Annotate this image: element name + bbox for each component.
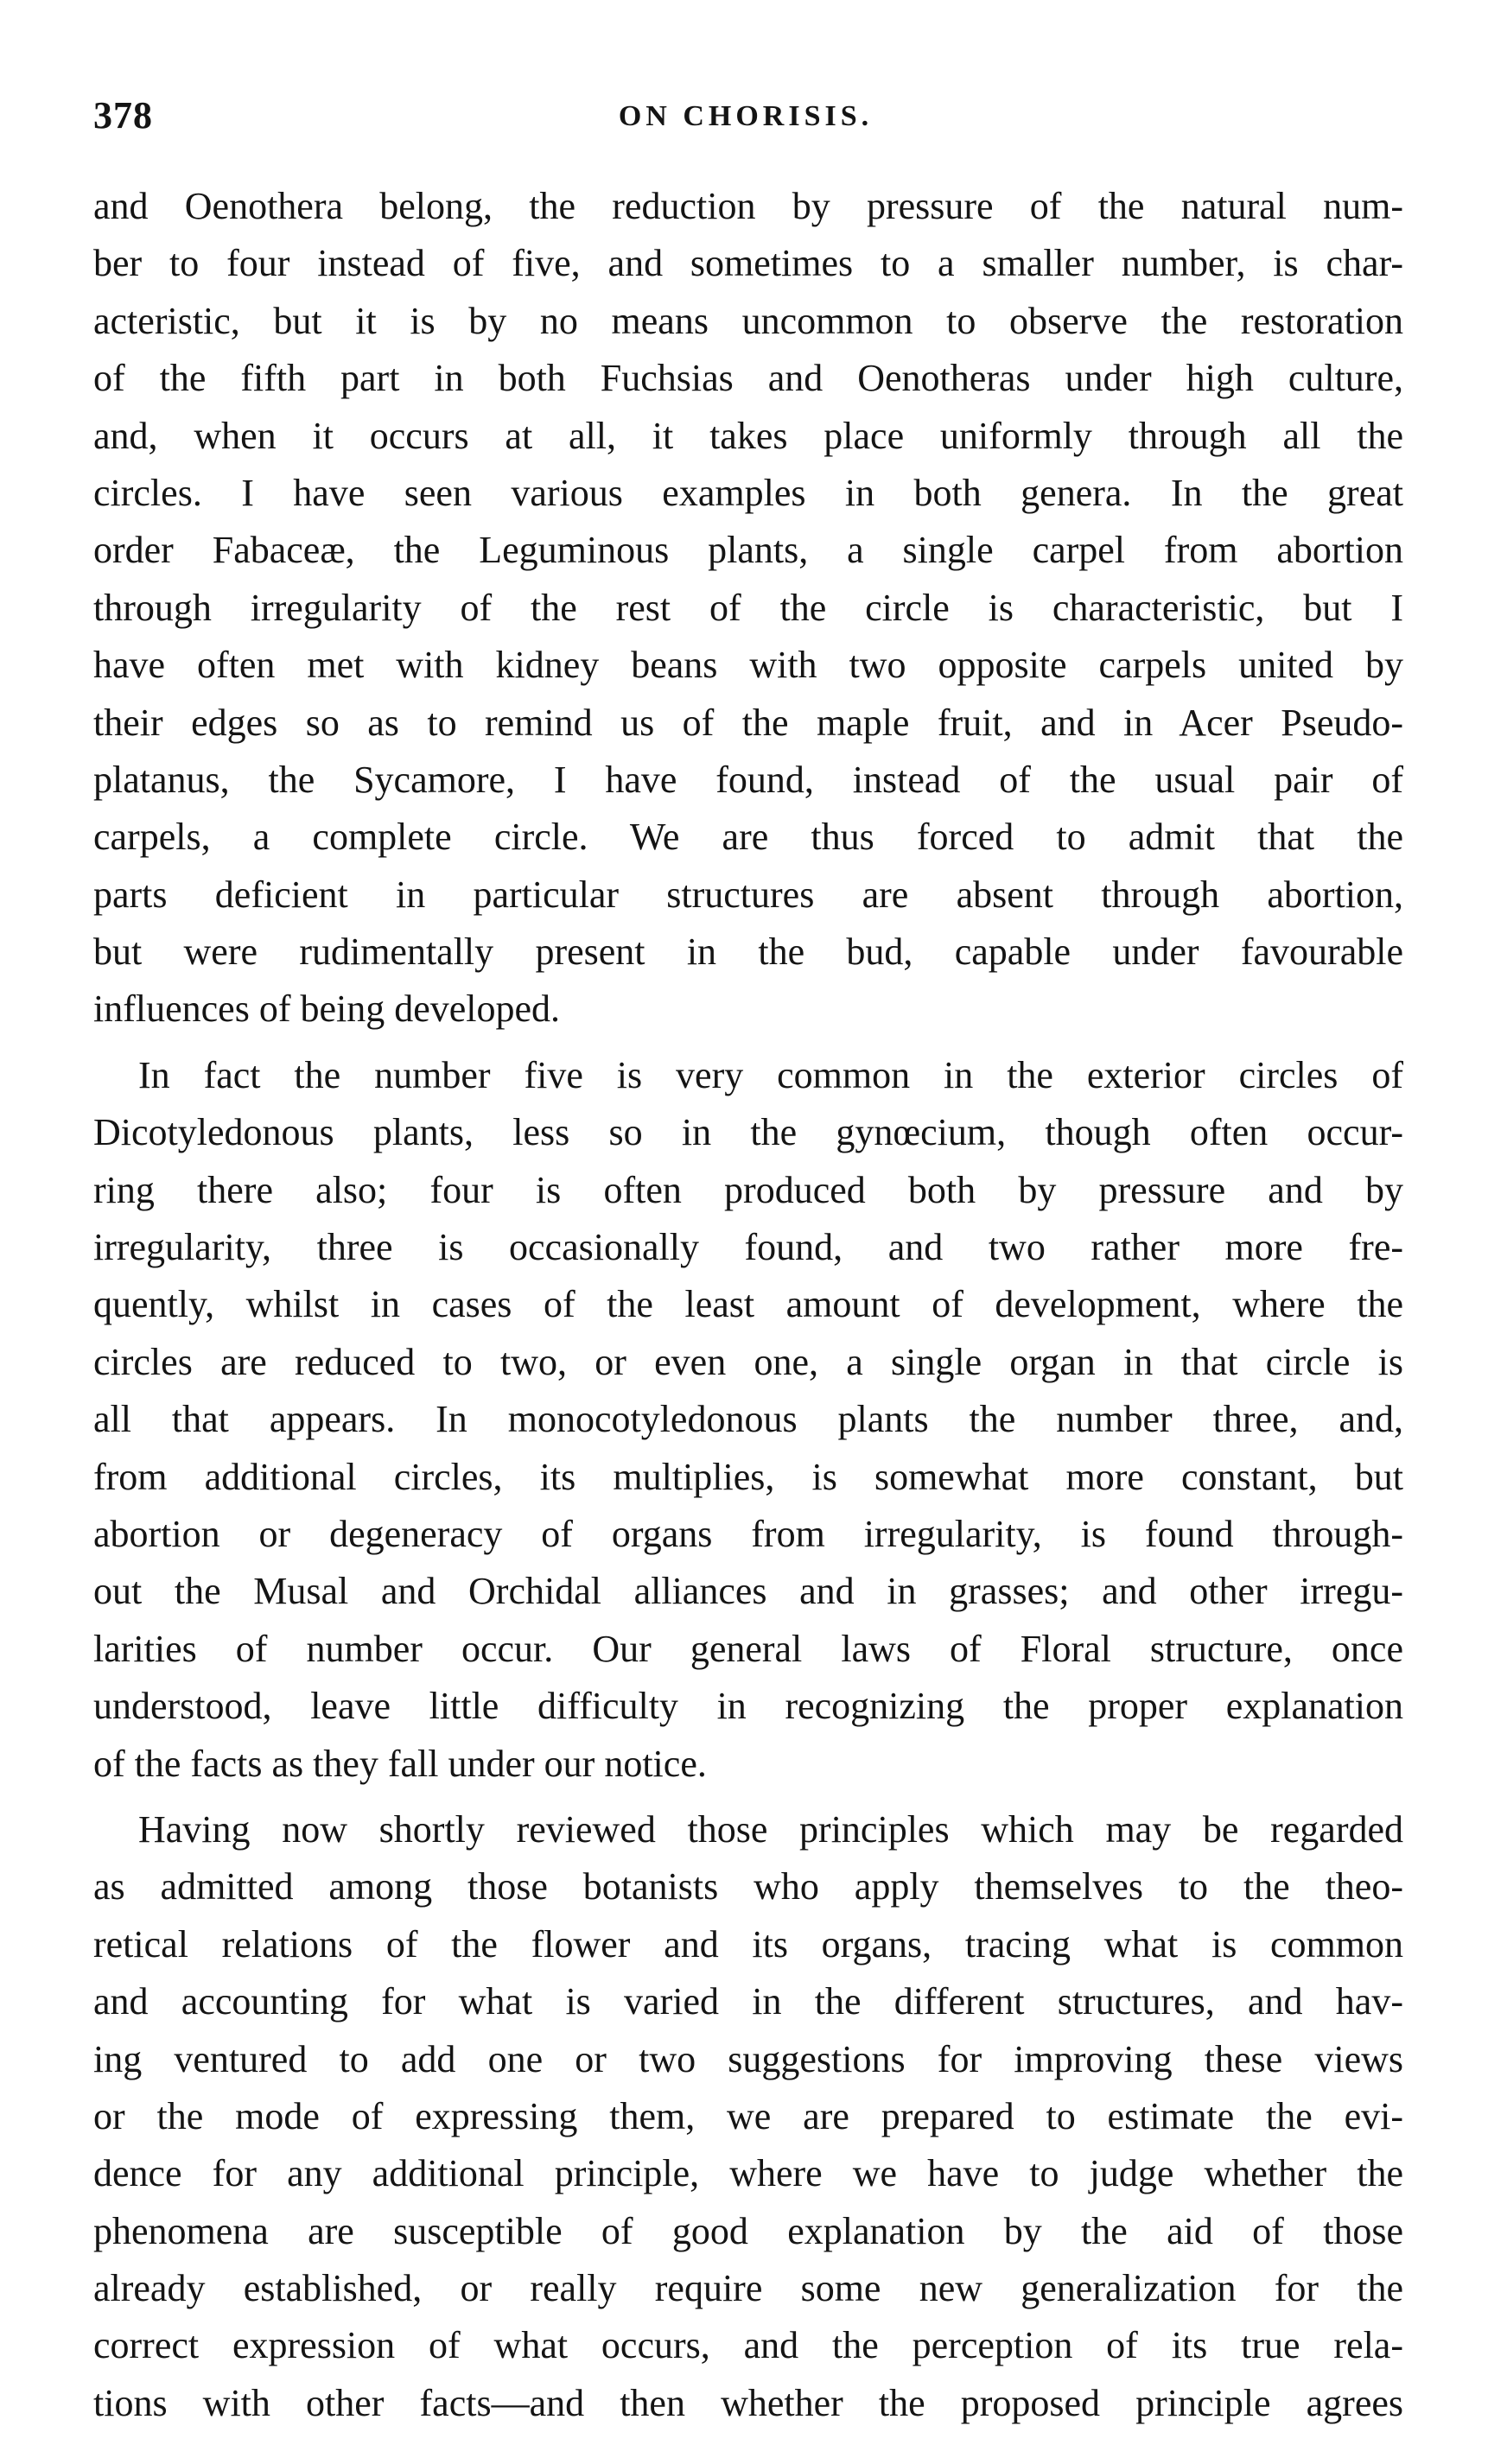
text-line: Having now shortly reviewed those principles which may be regarded: [138, 1807, 1403, 1851]
text-line: have often met with kidney beans with two opposite carpels united by: [93, 644, 1403, 687]
paragraph-gap: [93, 1038, 1403, 1047]
text-line: quently, whilst in cases of the least amount of development, where the: [93, 1283, 1403, 1326]
text-line: ber to four instead of five, and sometimes to a smaller number, is char-: [93, 242, 1403, 285]
text-line: through irregularity of the rest of the circle is characteristic, but I: [93, 586, 1403, 629]
text-line: but were rudimentally present in the bud, capable under favourable: [93, 930, 1403, 974]
text-line: circles are reduced to two, or even one, a single organ in that circle is: [93, 1340, 1403, 1383]
text-line: order Fabaceæ, the Leguminous plants, a single carpel from abortion: [93, 529, 1403, 572]
text-line: In fact the number five is very common in the exterior circles of: [138, 1053, 1403, 1096]
text-line: acteristic, but it is by no means uncommon to observe the restoration: [93, 299, 1403, 342]
text-line: circles. I have seen various examples in both genera. In the great: [93, 471, 1403, 514]
text-line: of the fifth part in both Fuchsias and Oenotheras under high culture,: [93, 357, 1403, 400]
text-line: larities of number occur. Our general laws of Floral structure, once: [93, 1627, 1403, 1670]
text-line: ing ventured to add one or two suggestions for improving these views: [93, 2037, 1403, 2080]
text-line: already established, or really require some new generalization for the: [93, 2267, 1403, 2310]
text-line: and, when it occurs at all, it takes place uniformly through all the: [93, 414, 1403, 457]
text-line: carpels, a complete circle. We are thus forced to admit that the: [93, 816, 1403, 859]
text-line: abortion or degeneracy of organs from irregularity, is found through-: [93, 1512, 1403, 1555]
running-head: [93, 93, 1398, 145]
text-line: irregularity, three is occasionally found, and two rather more fre-: [93, 1226, 1403, 1269]
text-line: phenomena are susceptible of good explanation by the aid of those: [93, 2209, 1403, 2252]
text-line: retical relations of the flower and its organs, tracing what is common: [93, 1922, 1403, 1965]
page-number: 378: [93, 94, 153, 137]
text-line: influences of being developed.: [93, 988, 561, 1031]
paragraph-1: [93, 178, 1403, 1038]
text-line: dence for any additional principle, where we have to judge whether the: [93, 2152, 1403, 2195]
text-line: correct expression of what occurs, and the perception of its true rela-: [93, 2324, 1403, 2367]
text-line: their edges so as to remind us of the maple fruit, and in Acer Pseudo-: [93, 701, 1403, 744]
text-line: or the mode of expressing them, we are prepared to estimate the evi-: [93, 2094, 1403, 2137]
text-line: platanus, the Sycamore, I have found, instead of the usual pair of: [93, 758, 1403, 801]
text-line: of the facts as they fall under our notice.: [93, 1742, 707, 1785]
paragraph-3: [93, 1801, 1403, 2432]
text-line: ring there also; four is often produced both by pressure and by: [93, 1168, 1403, 1211]
body-text: [93, 178, 1403, 2432]
text-line: as admitted among those botanists who apply themselves to the theo-: [93, 1865, 1403, 1908]
running-title: ON CHORISIS.: [618, 100, 874, 132]
paragraph-2: [93, 1047, 1403, 1793]
text-line: and accounting for what is varied in the different structures, and hav-: [93, 1980, 1403, 2023]
text-line: and Oenothera belong, the reduction by pressure of the natural num-: [93, 185, 1403, 227]
text-line: out the Musal and Orchidal alliances and in grasses; and other irregu-: [93, 1570, 1403, 1613]
text-line: Dicotyledonous plants, less so in the gynœcium, though often occur-: [93, 1111, 1403, 1154]
text-line: all that appears. In monocotyledonous plants the number three, and,: [93, 1398, 1403, 1441]
text-line: parts deficient in particular structures are absent through abortion,: [93, 873, 1403, 916]
paragraph-gap: [93, 1793, 1403, 1801]
text-line: from additional circles, its multiplies, is somewhat more constant, but: [93, 1455, 1403, 1498]
text-line: tions with other facts—and then whether the proposed principle agrees: [93, 2381, 1403, 2424]
text-line: understood, leave little difficulty in recognizing the proper explanation: [93, 1685, 1403, 1728]
